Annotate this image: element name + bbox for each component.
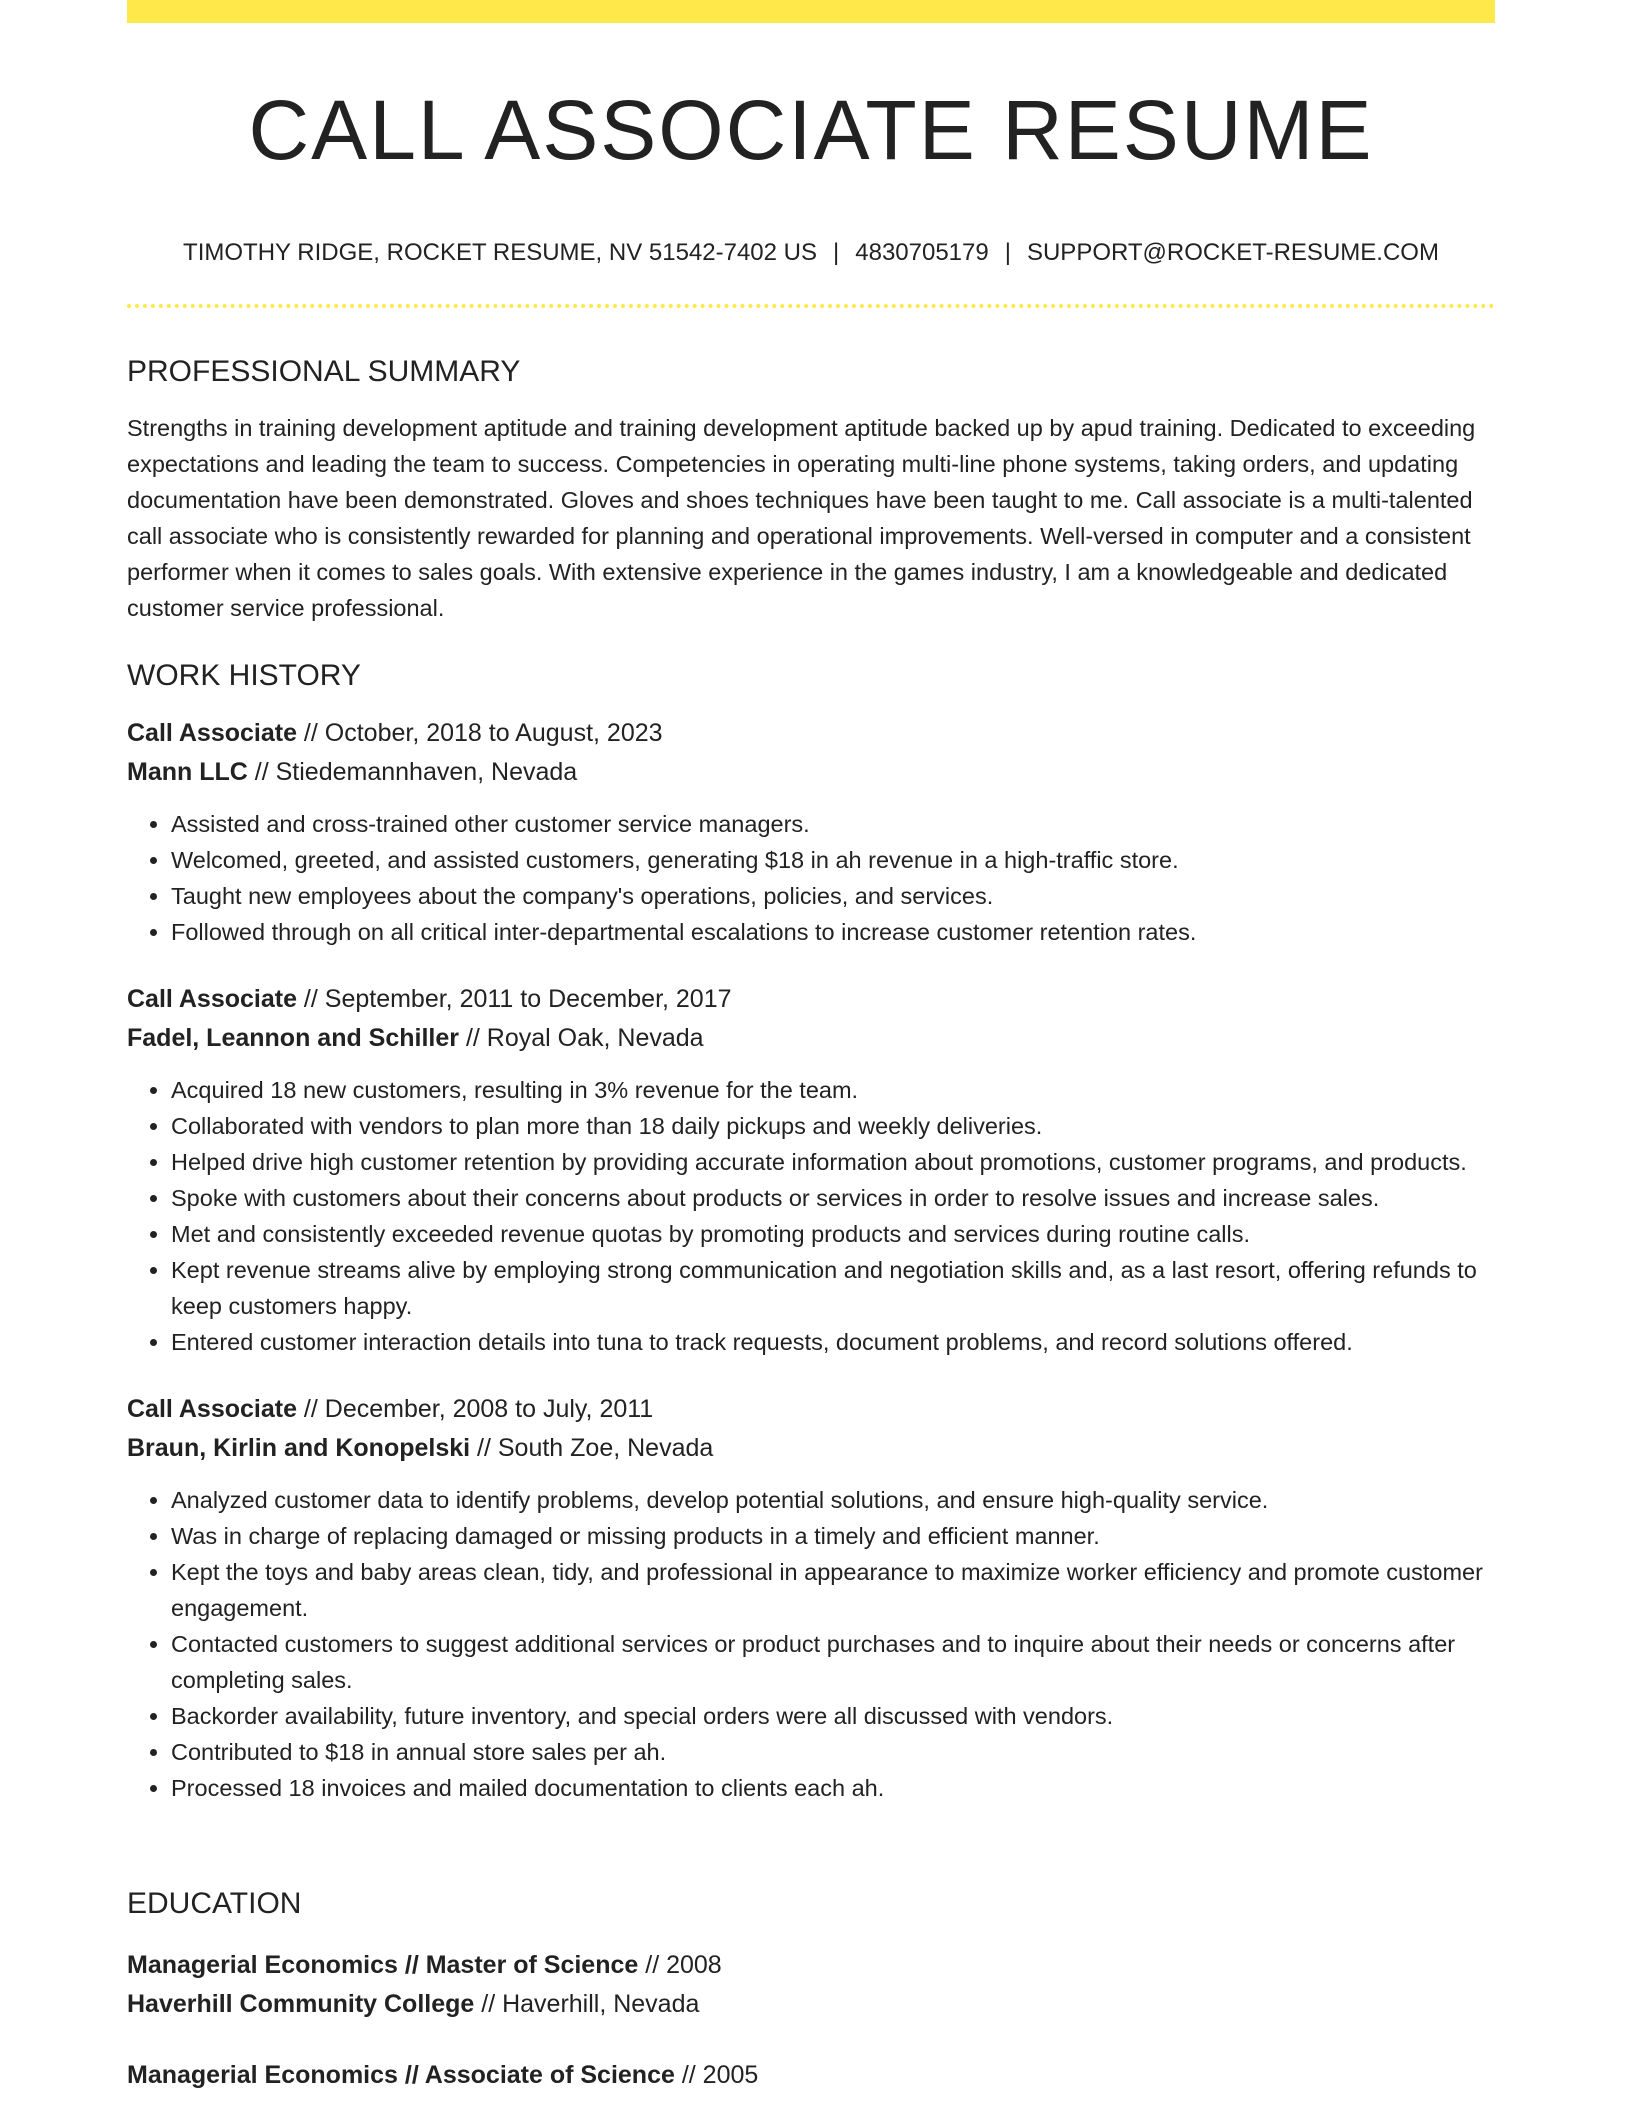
contact-separator: | [1004,239,1011,266]
job-title: Call Associate [127,1395,297,1423]
education-degree-line [127,1946,1495,1985]
contact-line [127,236,1495,270]
education-degree: Managerial Economics // Master of Science [127,1951,639,1979]
job-title-line [127,980,1495,1019]
list-item: • Spoke with customers about their concerns about products or services in order to resolve issues and increase sales. [171,1180,1495,1216]
job-title-line [127,714,1495,753]
list-item: • Collaborated with vendors to plan more than 18 daily pickups and weekly deliveries. [171,1108,1495,1144]
education-degree: Managerial Economics // Associate of Science [127,2061,675,2089]
job-bullets [127,1482,1495,1806]
job-company-line [127,1429,1495,1468]
contact-email: SUPPORT@ROCKET-RESUME.COM [1026,239,1439,266]
list-item: • Entered customer interaction details into tuna to track requests, document problems, and record solutions offered. [171,1324,1495,1360]
job-title: Call Associate [127,985,297,1013]
education-degree-line [127,2056,1495,2095]
job-company: Braun, Kirlin and Konopelski [127,1434,471,1462]
job-company: Fadel, Leannon and Schiller [127,1024,460,1052]
job-company-line [127,1019,1495,1058]
job-bullets [127,806,1495,950]
job-entry-2 [127,980,1495,1360]
list-item: • Assisted and cross-trained other customer service managers. [171,806,1495,842]
education-school-line [127,1985,1495,2024]
education-section [127,1884,1495,2095]
job-entry-3 [127,1390,1495,1806]
list-item: • Analyzed customer data to identify problems, develop potential solutions, and ensure high-quality service. [171,1482,1495,1518]
list-item: • Processed 18 invoices and mailed documentation to clients each ah. [171,1770,1495,1806]
contact-phone: 4830705179 [855,239,989,266]
list-item: • Kept revenue streams alive by employing strong communication and negotiation skills and, as a last resort, offering refunds to keep customers happy. [171,1252,1495,1324]
list-item: • Kept the toys and baby areas clean, tidy, and professional in appearance to maximize worker efficiency and promote customer engagement. [171,1554,1495,1626]
list-item: • Met and consistently exceeded revenue quotas by promoting products and services during routine calls. [171,1216,1495,1252]
job-company: Mann LLC [127,758,248,786]
education-year: // 2005 [674,2061,759,2089]
education-school: Haverhill Community College [127,1990,475,2018]
job-title: Call Associate [127,719,297,747]
accent-bar [127,0,1495,23]
education-entry-1 [127,1946,1495,2024]
list-item: • Backorder availability, future inventory, and special orders were all discussed with vendors. [171,1698,1495,1734]
work-history-section [127,656,1495,1806]
list-item: • Contacted customers to suggest additional services or product purchases and to inquire about their needs or concerns after completing sales. [171,1626,1495,1698]
job-location: // Royal Oak, Nevada [459,1024,704,1052]
page-title: CALL ASSOCIATE RESUME [248,83,1374,177]
job-company-line [127,753,1495,792]
education-entry-2 [127,2056,1495,2095]
job-entry-1 [127,714,1495,950]
list-item: • Contributed to $18 in annual store sales per ah. [171,1734,1495,1770]
section-heading-work: WORK HISTORY [127,659,361,692]
list-item: • Acquired 18 new customers, resulting in 3% revenue for the team. [171,1072,1495,1108]
job-location: // Stiedemannhaven, Nevada [247,758,578,786]
section-heading-education: EDUCATION [127,1887,302,1920]
professional-summary-section [127,352,1495,626]
list-item: • Welcomed, greeted, and assisted customers, generating $18 in ah revenue in a high-traffic store. [171,842,1495,878]
dotted-divider [127,304,1495,308]
section-heading-summary: PROFESSIONAL SUMMARY [127,355,521,388]
list-item: • Followed through on all critical inter-departmental escalations to increase customer retention rates. [171,914,1495,950]
contact-address: TIMOTHY RIDGE, ROCKET RESUME, NV 51542-7402 US [183,239,818,266]
job-dates: // September, 2011 to December, 2017 [296,985,732,1013]
job-dates: // October, 2018 to August, 2023 [296,719,663,747]
list-item: • Was in charge of replacing damaged or missing products in a timely and efficient manner. [171,1518,1495,1554]
education-location: // Haverhill, Nevada [474,1990,700,2018]
job-location: // South Zoe, Nevada [470,1434,714,1462]
education-year: // 2008 [638,1951,722,1979]
list-item: • Helped drive high customer retention by providing accurate information about promotions, customer programs, and products. [171,1144,1495,1180]
job-bullets [127,1072,1495,1360]
job-dates: // December, 2008 to July, 2011 [296,1395,654,1423]
summary-text: Strengths in training development aptitude and training development aptitude backed up by apud training. Dedicated to exceeding expectations and leading the team to success. Competencies in operating multi-line phone systems, taking orders, and updating documentation have been demonstrated. Gloves and shoes techniques have been taught to me. Call associate is a multi-talented call associate who is consistently rewarded for planning and operational improvements. Well-versed in computer and a consistent performer when it comes to sales goals. With extensive experience in the games industry, I am a knowledgeable and dedicated customer service professional. [127,415,1476,621]
contact-separator: | [833,239,840,266]
list-item: • Taught new employees about the company's operations, policies, and services. [171,878,1495,914]
job-title-line [127,1390,1495,1429]
